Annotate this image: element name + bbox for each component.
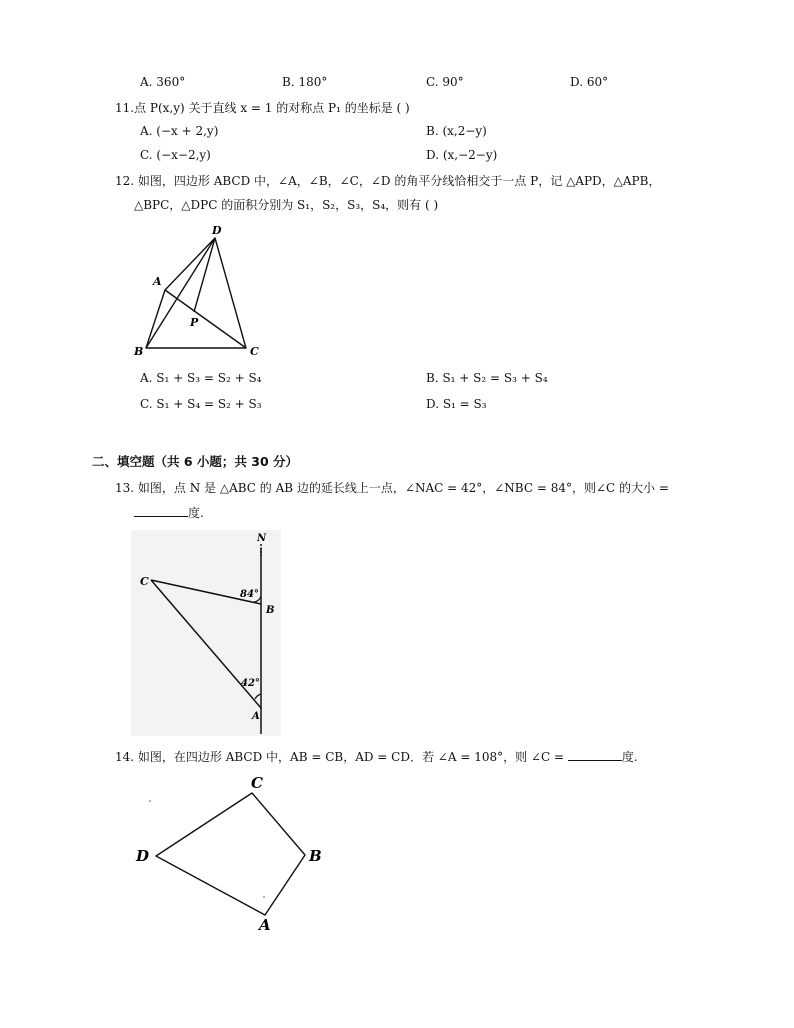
q12-label-d: D bbox=[212, 224, 222, 237]
q13-label-n: N bbox=[257, 533, 267, 544]
q11-option-a: A. (−x + 2,y) bbox=[140, 124, 219, 138]
q14-scan-dot bbox=[149, 800, 151, 802]
q13-label-angle-a: 42° bbox=[241, 678, 260, 689]
q10-option-c: C. 90° bbox=[426, 75, 464, 89]
q11-stem: 11.点 P(x,y) 关于直线 x = 1 的对称点 P₁ 的坐标是 ( ) bbox=[115, 101, 410, 115]
q12-option-d: D. S₁ = S₃ bbox=[426, 397, 487, 411]
section-title: 二、填空题（共 6 小题；共 30 分） bbox=[92, 454, 299, 469]
q12-option-b: B. S₁ + S₂ = S₃ + S₄ bbox=[426, 371, 548, 385]
q14-label-d: D bbox=[136, 847, 150, 865]
q12-label-c: C bbox=[250, 345, 259, 358]
q14-tail: 度. bbox=[621, 750, 638, 764]
q11-option-b: B. (x,2−y) bbox=[426, 124, 487, 138]
q12-stem-line1: 12. 如图，四边形 ABCD 中，∠A，∠B，∠C，∠D 的角平分线恰相交于一点 P，记 △APD，△APB， bbox=[115, 174, 661, 188]
q13-label-b: B bbox=[266, 605, 275, 616]
q10-option-d: D. 60° bbox=[570, 75, 609, 89]
q14-label-a: A bbox=[259, 916, 271, 934]
q14-label-b: B bbox=[309, 847, 322, 865]
q14-label-c: C bbox=[251, 774, 263, 792]
q14-scan-dot bbox=[263, 896, 265, 898]
q11-option-c: C. (−x−2,y) bbox=[140, 148, 211, 162]
q13-label-a: A bbox=[252, 711, 260, 722]
q12-stem-line2: △BPC，△DPC 的面积分别为 S₁，S₂，S₃，S₄，则有 ( ) bbox=[134, 198, 439, 212]
q13-stem: 13. 如图，点 N 是 △ABC 的 AB 边的延长线上一点，∠NAC = 42°，∠NBC = 84°，则∠C 的大小 = bbox=[115, 481, 669, 495]
q12-label-b: B bbox=[134, 345, 144, 358]
q11-option-d: D. (x,−2−y) bbox=[426, 148, 498, 162]
q12-option-c: C. S₁ + S₄ = S₂ + S₃ bbox=[140, 397, 262, 411]
q12-option-a: A. S₁ + S₃ = S₂ + S₄ bbox=[140, 371, 262, 385]
q12-label-a: A bbox=[153, 275, 162, 288]
q12-label-p: P bbox=[190, 316, 199, 329]
q13-label-c: C bbox=[140, 575, 149, 588]
q13-label-angle-b: 84° bbox=[240, 589, 259, 600]
q10-option-b: B. 180° bbox=[282, 75, 328, 89]
q13-tail: 度. bbox=[188, 506, 204, 520]
q14-stem-text: 14. 如图，在四边形 ABCD 中，AB = CB，AD = CD．若 ∠A = 108°，则 ∠C = bbox=[115, 750, 565, 764]
q10-option-a: A. 360° bbox=[140, 75, 186, 89]
